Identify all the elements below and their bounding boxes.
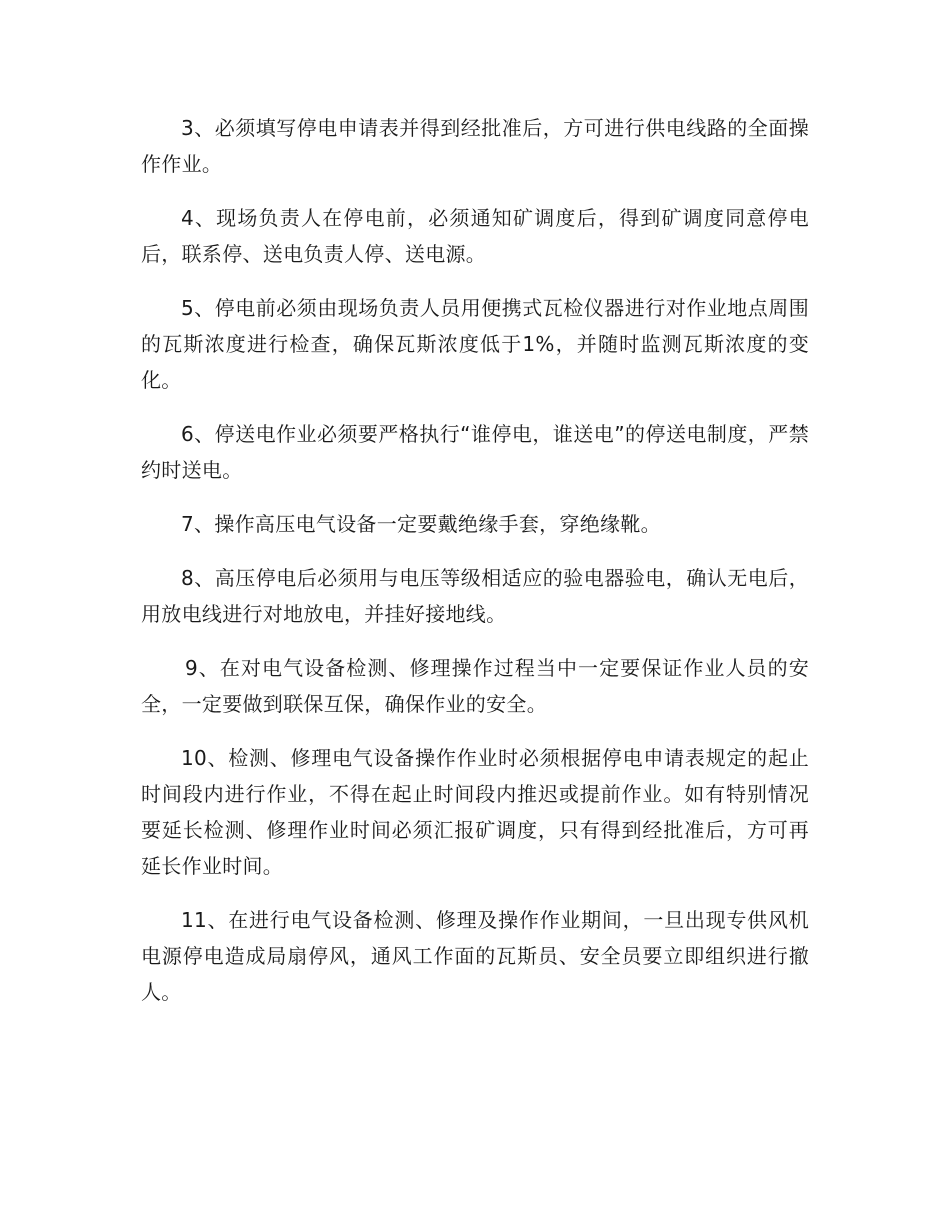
paragraph-item-6: 6、停送电作业必须要严格执行“谁停电，谁送电”的停送电制度，严禁约时送电。 <box>141 422 809 482</box>
paragraph-item-8: 8、高压停电后必须用与电压等级相适应的验电器验电，确认无电后，用放电线进行对地放电，并挂好接地线。 <box>141 566 809 626</box>
paragraph-item-10: 10、检测、修理电气设备操作作业时必须根据停电申请表规定的起止时间段内进行作业，不得在起止时间段内推迟或提前作业。如有特别情况要延长检测、修理作业时间必须汇报矿调度，只有得到经批准后，方可再延长作业时间。 <box>141 746 809 878</box>
document-body <box>141 110 809 1028</box>
paragraph-item-9: 9、在对电气设备检测、修理操作过程当中一定要保证作业人员的安全，一定要做到联保互保，确保作业的安全。 <box>141 656 809 716</box>
paragraph-item-4: 4、现场负责人在停电前，必须通知矿调度后，得到矿调度同意停电后，联系停、送电负责人停、送电源。 <box>141 206 809 266</box>
paragraph-item-7: 7、操作高压电气设备一定要戴绝缘手套，穿绝缘靴。 <box>181 512 661 536</box>
paragraph-item-3: 3、必须填写停电申请表并得到经批准后，方可进行供电线路的全面操作作业。 <box>141 116 809 176</box>
paragraph-item-11: 11、在进行电气设备检测、修理及操作作业期间，一旦出现专供风机电源停电造成局扇停风，通风工作面的瓦斯员、安全员要立即组织进行撤人。 <box>141 908 809 1004</box>
paragraph-item-5: 5、停电前必须由现场负责人员用便携式瓦检仪器进行对作业地点周围的瓦斯浓度进行检查，确保瓦斯浓度低于1%，并随时监测瓦斯浓度的变化。 <box>141 296 809 392</box>
